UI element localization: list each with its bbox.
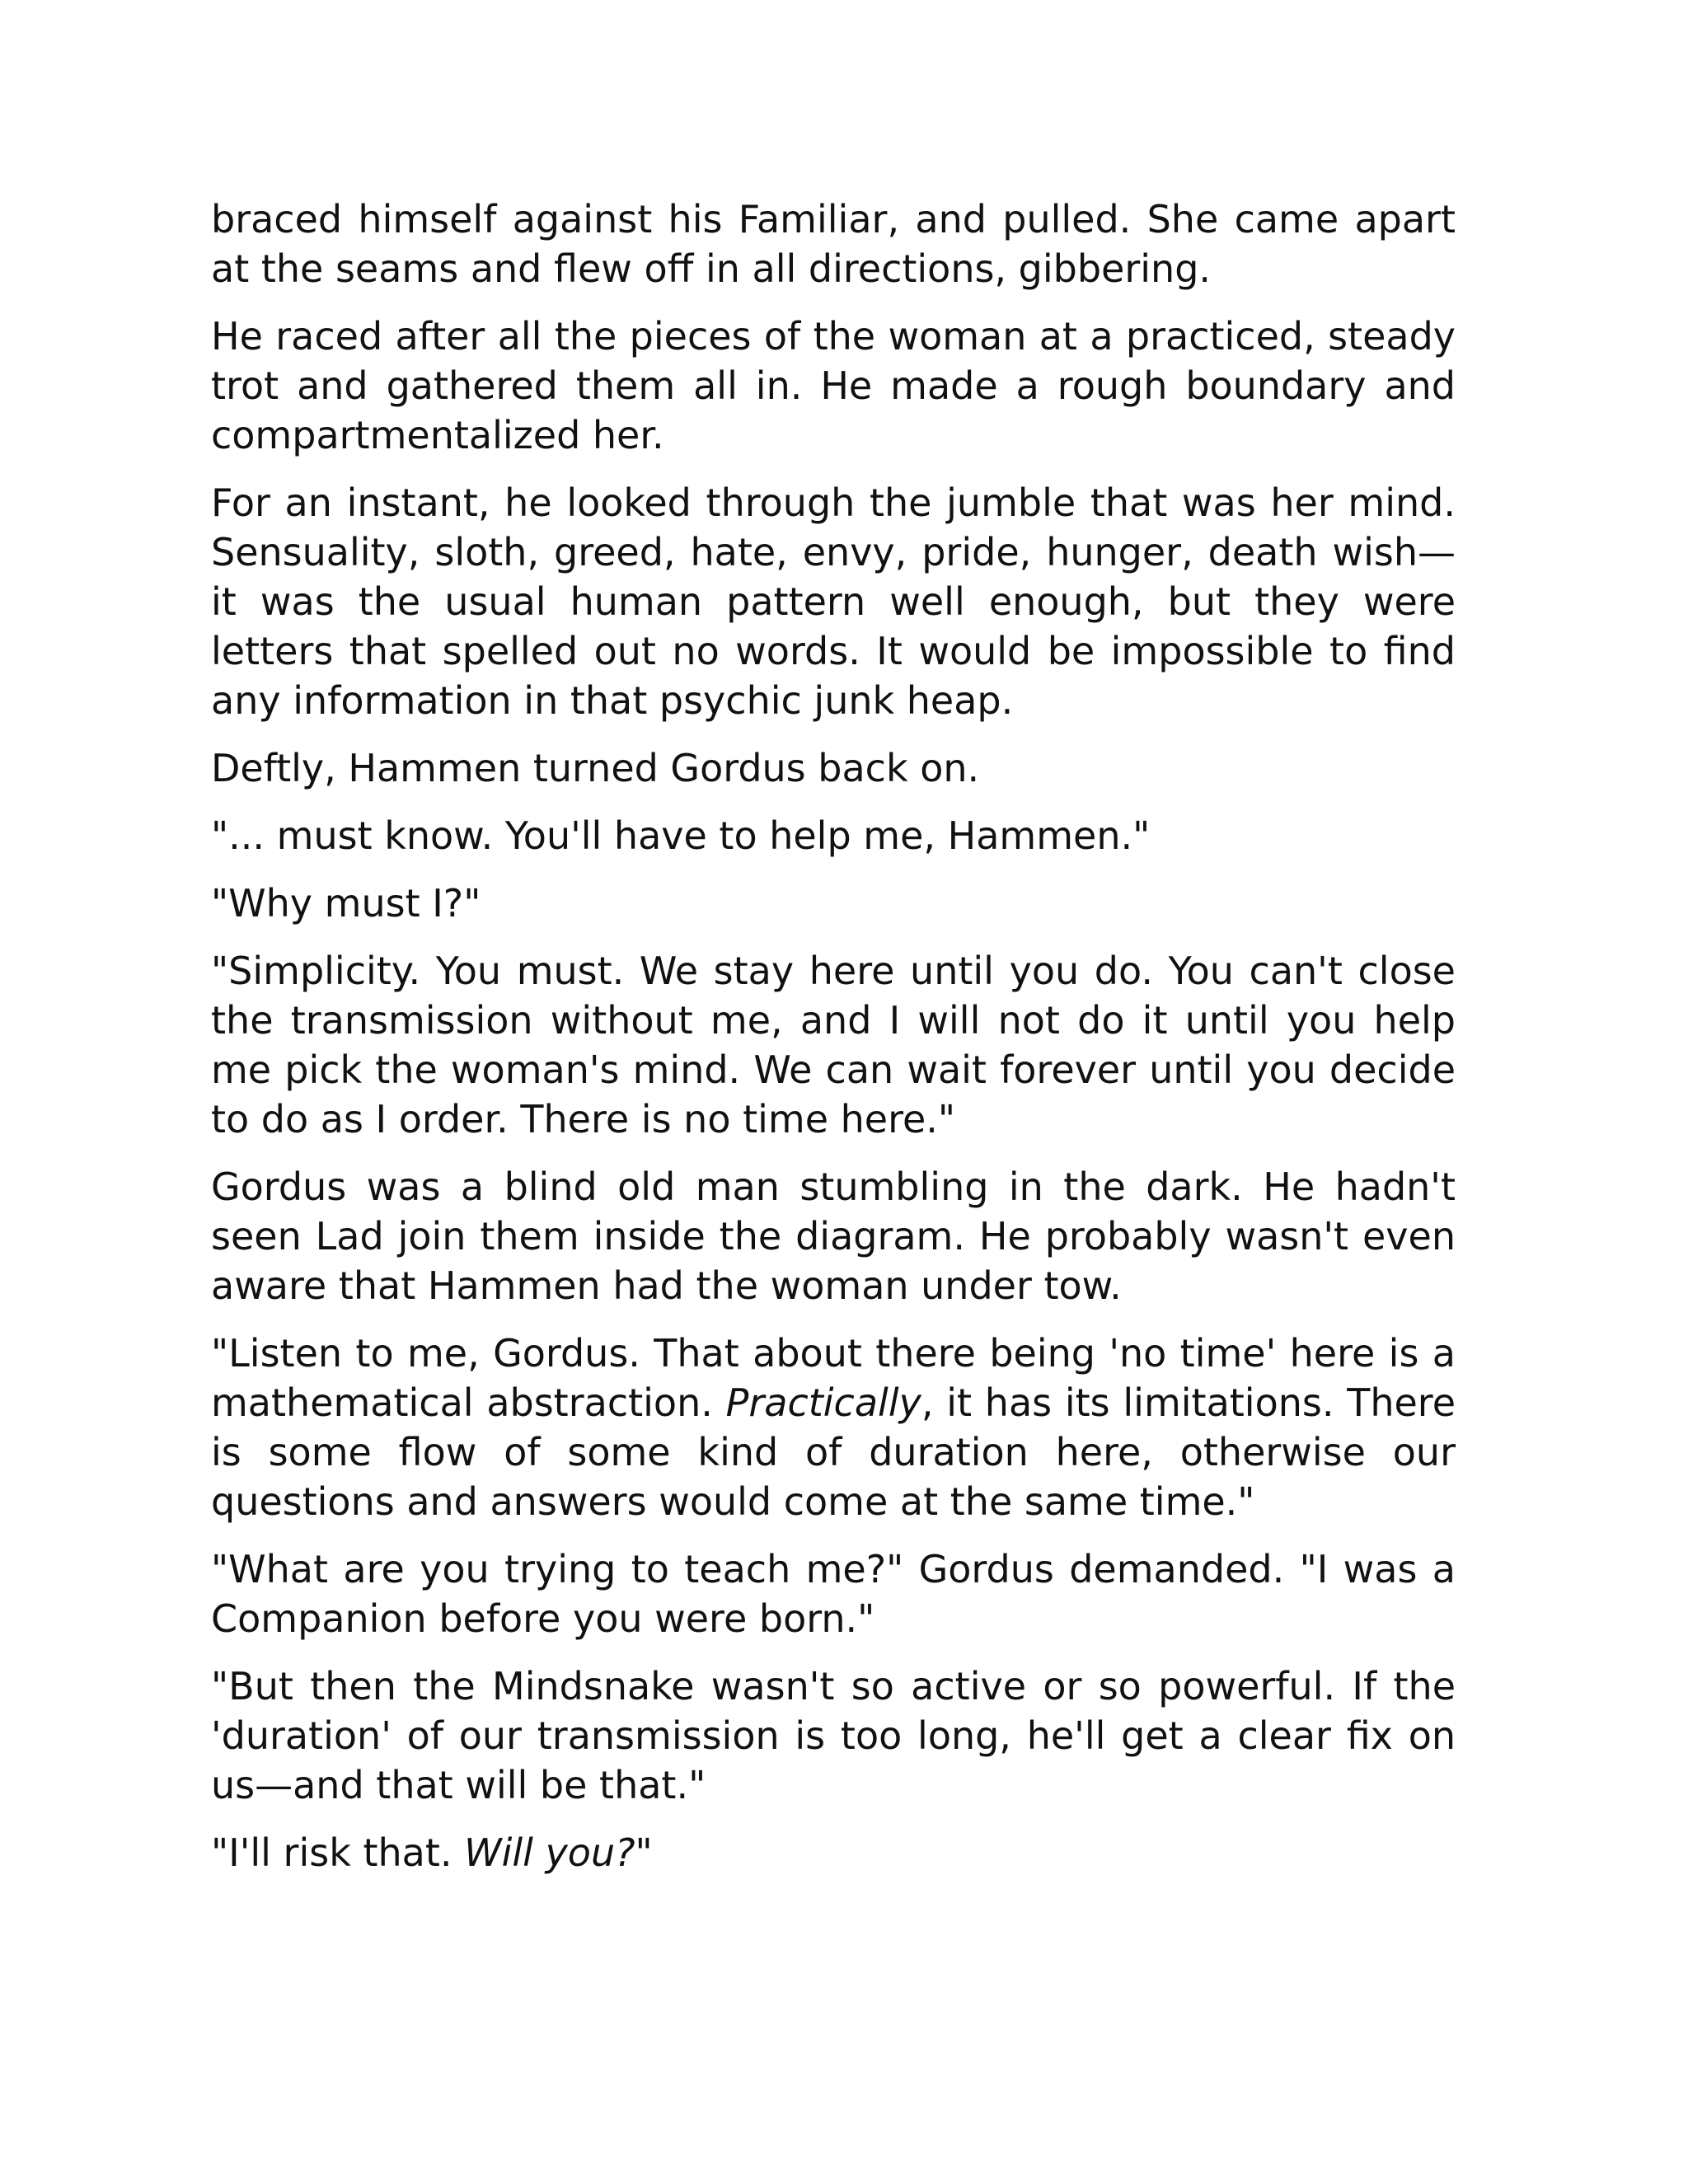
page-body <box>211 194 1456 1896</box>
text-span: Gordus was a blind old man stumbling in the dark. He hadn't seen Lad join them inside the diagram. He probably wasn't even aware that Hammen had the woman under tow. <box>211 1165 1456 1308</box>
text-span: " <box>635 1830 653 1875</box>
text-span: , it has its limitations. There is some flow of some kind of duration here, otherwise our questions and answers would come at the same time." <box>211 1380 1456 1524</box>
paragraph-8 <box>211 1162 1456 1310</box>
text-span: "I'll risk that. <box>211 1830 465 1875</box>
italic-span: Practically <box>725 1380 921 1425</box>
paragraph-12 <box>211 1828 1456 1877</box>
text-span: "Why must I?" <box>211 881 481 926</box>
paragraph-4 <box>211 743 1456 793</box>
text-span: "Simplicity. You must. We stay here until you do. You can't close the transmission without me, and I will not do it until you help me pick the woman's mind. We can wait forever until you decide to do as I order. There is no time here." <box>211 949 1456 1141</box>
text-span: braced himself against his Familiar, and pulled. She came apart at the seams and flew off in all directions, gibbering. <box>211 197 1456 291</box>
italic-span: Will you? <box>464 1830 635 1875</box>
paragraph-6 <box>211 879 1456 928</box>
paragraph-7 <box>211 946 1456 1144</box>
text-span: He raced after all the pieces of the woman at a practiced, steady trot and gathered them all in. He made a rough boundary and compartmentalized her. <box>211 314 1456 457</box>
paragraph-2 <box>211 312 1456 460</box>
text-span: "Listen to me, Gordus. That about there being 'no time' here is a mathematical abstraction. <box>211 1331 1456 1425</box>
paragraph-5 <box>211 811 1456 860</box>
paragraph-11 <box>211 1661 1456 1810</box>
text-span: "What are you trying to teach me?" Gordus demanded. "I was a Companion before you were born." <box>211 1547 1456 1641</box>
text-span: "But then the Mindsnake wasn't so active or so powerful. If the 'duration' of our transmission is too long, he'll get a clear fix on us—and that will be that." <box>211 1664 1456 1807</box>
text-span: Deftly, Hammen turned Gordus back on. <box>211 746 980 790</box>
paragraph-3 <box>211 478 1456 725</box>
text-span: "... must know. You'll have to help me, Hammen." <box>211 813 1151 858</box>
paragraph-10 <box>211 1544 1456 1643</box>
paragraph-1 <box>211 194 1456 293</box>
text-span: For an instant, he looked through the jumble that was her mind. Sensuality, sloth, greed, hate, envy, pride, hunger, death wish—it was the usual human pattern well enough, but they were letters that spelled out no words. It would be impossible to find any information in that psychic junk heap. <box>211 480 1456 723</box>
paragraph-9 <box>211 1329 1456 1526</box>
